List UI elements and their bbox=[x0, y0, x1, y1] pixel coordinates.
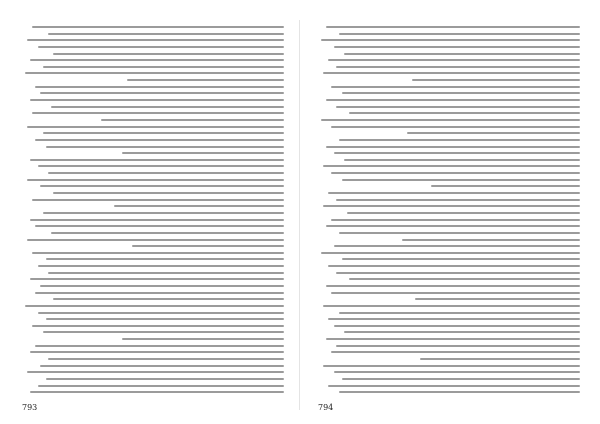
right-page-text-line bbox=[326, 26, 580, 28]
left-page-text-line bbox=[48, 358, 284, 360]
left-page-text-line bbox=[30, 219, 284, 221]
right-page-text-line bbox=[402, 239, 580, 241]
left-page-text-line bbox=[30, 59, 284, 61]
left-page-text-line bbox=[38, 312, 284, 314]
right-page-text-line bbox=[328, 385, 580, 387]
left-page-text-line bbox=[46, 318, 284, 320]
right-page-text-line bbox=[420, 358, 580, 360]
right-page-text-line bbox=[321, 39, 580, 41]
right-page-text-line bbox=[342, 378, 580, 380]
left-page-text-line bbox=[46, 258, 284, 260]
left-page-text-line bbox=[27, 179, 284, 181]
right-page-text-line bbox=[347, 212, 580, 214]
right-page-text-line bbox=[331, 219, 580, 221]
left-page-text-line bbox=[43, 212, 284, 214]
left-page-text-line bbox=[32, 112, 284, 114]
right-page-text-line bbox=[328, 318, 580, 320]
left-page-text-line bbox=[40, 92, 284, 94]
right-page bbox=[300, 0, 600, 424]
right-page-text-line bbox=[323, 305, 580, 307]
left-page-text-line bbox=[38, 265, 284, 267]
right-page-text-line bbox=[321, 119, 580, 121]
right-page-text-line bbox=[331, 351, 580, 353]
right-page-text-line bbox=[331, 292, 580, 294]
right-page-text-line bbox=[336, 199, 580, 201]
right-page-text-line bbox=[336, 106, 580, 108]
left-page-text-line bbox=[48, 172, 284, 174]
right-page-text-line bbox=[326, 338, 580, 340]
right-page-text-line bbox=[339, 33, 580, 35]
right-page-text-line bbox=[323, 165, 580, 167]
right-page-text-line bbox=[336, 272, 580, 274]
right-page-text-line bbox=[339, 312, 580, 314]
right-page-text-line bbox=[331, 126, 580, 128]
right-page-text-line bbox=[326, 99, 580, 101]
right-page-text-line bbox=[415, 298, 580, 300]
right-page-text-line bbox=[412, 79, 580, 81]
right-page-text-line bbox=[328, 265, 580, 267]
left-page-text-line bbox=[40, 365, 284, 367]
right-page-text-line bbox=[342, 92, 580, 94]
left-page-text-line bbox=[30, 159, 284, 161]
right-page-text-line bbox=[334, 152, 580, 154]
left-page-text-line bbox=[53, 192, 284, 194]
right-page-text-line bbox=[344, 53, 580, 55]
left-page-text-line bbox=[38, 46, 284, 48]
left-page-text-line bbox=[132, 245, 284, 247]
right-page-number: 794 bbox=[318, 403, 334, 412]
right-page-text-line bbox=[323, 365, 580, 367]
left-page-text-line bbox=[127, 79, 284, 81]
right-page-text-line bbox=[323, 72, 580, 74]
left-page-text-line bbox=[43, 331, 284, 333]
left-page-text-line bbox=[25, 72, 284, 74]
left-page-text-line bbox=[30, 351, 284, 353]
left-page-text-line bbox=[30, 99, 284, 101]
left-page-text-line bbox=[46, 146, 284, 148]
left-page-text-line bbox=[51, 106, 284, 108]
right-page-text-line bbox=[321, 252, 580, 254]
right-page-text-line bbox=[339, 232, 580, 234]
right-page-text-line bbox=[336, 66, 580, 68]
right-page-text-line bbox=[407, 132, 580, 134]
right-page-text-line bbox=[339, 391, 580, 393]
left-page-text-line bbox=[48, 272, 284, 274]
left-page-text-line bbox=[25, 305, 284, 307]
left-page-text-line bbox=[51, 232, 284, 234]
right-page-text-line bbox=[334, 46, 580, 48]
left-page-text-line bbox=[48, 33, 284, 35]
left-page-text-line bbox=[38, 165, 284, 167]
left-page-text-line bbox=[122, 152, 284, 154]
left-page-text-line bbox=[35, 292, 284, 294]
right-page-text-line bbox=[326, 225, 580, 227]
right-page-text-line bbox=[339, 139, 580, 141]
left-page-text-line bbox=[32, 325, 284, 327]
right-page-text-line bbox=[336, 345, 580, 347]
left-page-text-line bbox=[27, 371, 284, 373]
right-page-text-line bbox=[342, 179, 580, 181]
left-page-text-line bbox=[27, 239, 284, 241]
left-page-text-line bbox=[40, 185, 284, 187]
left-page-text-line bbox=[27, 126, 284, 128]
right-page-text-line bbox=[331, 86, 580, 88]
left-page-text-line bbox=[43, 132, 284, 134]
left-page-text-line bbox=[43, 66, 284, 68]
right-page-text-line bbox=[326, 285, 580, 287]
left-page-text-line bbox=[53, 298, 284, 300]
left-page-number: 793 bbox=[22, 403, 38, 412]
right-page-text-line bbox=[349, 112, 580, 114]
right-page-text-line bbox=[334, 245, 580, 247]
left-page-text-line bbox=[46, 378, 284, 380]
right-page-text-line bbox=[344, 331, 580, 333]
left-page-text-line bbox=[38, 385, 284, 387]
right-page-text-line bbox=[328, 59, 580, 61]
left-page-text-line bbox=[122, 338, 284, 340]
left-page-text-line bbox=[32, 26, 284, 28]
right-page-text-line bbox=[334, 371, 580, 373]
left-page-text-line bbox=[30, 391, 284, 393]
right-page-text-line bbox=[331, 172, 580, 174]
left-page-text-line bbox=[35, 86, 284, 88]
right-page-text-line bbox=[342, 258, 580, 260]
right-page-text-line bbox=[328, 192, 580, 194]
left-page-text-line bbox=[35, 225, 284, 227]
right-page-text-block bbox=[318, 26, 580, 394]
right-page-text-line bbox=[431, 185, 580, 187]
left-page-text-line bbox=[32, 199, 284, 201]
right-page-text-line bbox=[349, 278, 580, 280]
left-page-text-line bbox=[32, 252, 284, 254]
left-page-text-block bbox=[22, 26, 284, 394]
left-page-text-line bbox=[114, 205, 284, 207]
right-page-text-line bbox=[323, 205, 580, 207]
left-page-text-line bbox=[53, 53, 284, 55]
left-page-text-line bbox=[40, 285, 284, 287]
left-page-text-line bbox=[101, 119, 284, 121]
left-page-text-line bbox=[27, 39, 284, 41]
left-page-text-line bbox=[35, 345, 284, 347]
left-page-text-line bbox=[35, 139, 284, 141]
right-page-text-line bbox=[334, 325, 580, 327]
right-page-text-line bbox=[344, 159, 580, 161]
right-page-text-line bbox=[326, 146, 580, 148]
left-page-text-line bbox=[30, 278, 284, 280]
